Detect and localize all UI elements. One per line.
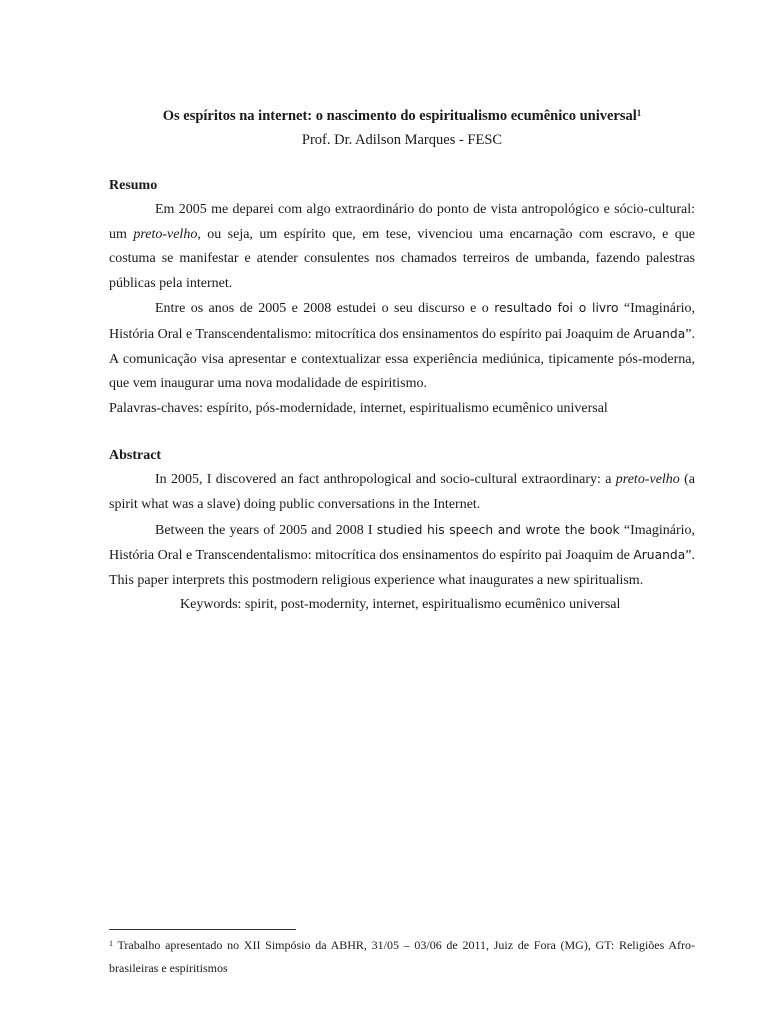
- document-body: [109, 104, 695, 618]
- footnote-text: Trabalho apresentado no XII Simpósio da ABHR, 31/05 – 03/06 de 2011, Juiz de Fora (MG), GT: Religiões Afro-brasileiras e espiritismos: [109, 938, 695, 975]
- spacer: [109, 421, 695, 444]
- document-title: Os espíritos na internet: o nascimento do espiritualismo ecumênico universal$^1$: [162, 108, 642, 124]
- resumo-paragraph-2: Entre os anos de 2005 e 2008 estudei o seu discurso e o resultado foi o livro “Imaginário, História Oral e Transcendentalismo: mitocrítica dos ensinamentos do espírito pai Joaquim de Aruanda”. A comunicação visa apresentar e contextualizar essa experiência mediúnica, tipicamente pós-moderna, que vem inaugurar uma nova modalidade de espiritismo.: [109, 301, 695, 392]
- abstract-emphasis: preto-velho: [615, 472, 680, 488]
- footnote-marker: 1: [109, 939, 113, 948]
- footnote: [109, 934, 695, 980]
- abstract-heading: Abstract: [109, 448, 162, 464]
- resumo-keywords: Palavras-chaves: espírito, pós-modernidade, internet, espiritualismo ecumênico universal: [109, 400, 608, 416]
- resumo-heading: Resumo: [109, 178, 158, 193]
- abstract-paragraph-2: Between the years of 2005 and 2008 I studied his speech and wrote the book “Imaginário, História Oral e Transcendentalismo: mitocrítica dos ensinamentos do espírito pai Joaquim de Aruanda”. This paper interprets this postmodern religious experience what inaugurates a new spiritualism.: [109, 522, 695, 588]
- spacer: [109, 152, 695, 174]
- document-author: Prof. Dr. Adilson Marques - FESC: [301, 132, 503, 148]
- resumo-paragraph-1: Em 2005 me deparei com algo extraordinário do ponto de vista antropológico e sócio-cultural: um preto-velho, ou seja, um espírito que, em tese, vivenciou uma encarnação com escravo, e que costuma se manifestar e atender consulentes nos chamados terreiros de umbanda, fazendo palestras públicas pela internet.: [109, 202, 695, 291]
- abstract-paragraph-1: In 2005, I discovered an fact anthropological and socio-cultural extraordinary: a preto-velho (a spirit what was a slave) doing public conversations in the Internet.: [109, 472, 695, 512]
- abstract-keywords: Keywords: spirit, post-modernity, internet, espiritualismo ecumênico universal: [180, 597, 621, 613]
- footnote-separator: [109, 929, 296, 930]
- title-footnote-marker: 1: [636, 108, 642, 118]
- resumo-emphasis: preto-velho: [133, 226, 198, 242]
